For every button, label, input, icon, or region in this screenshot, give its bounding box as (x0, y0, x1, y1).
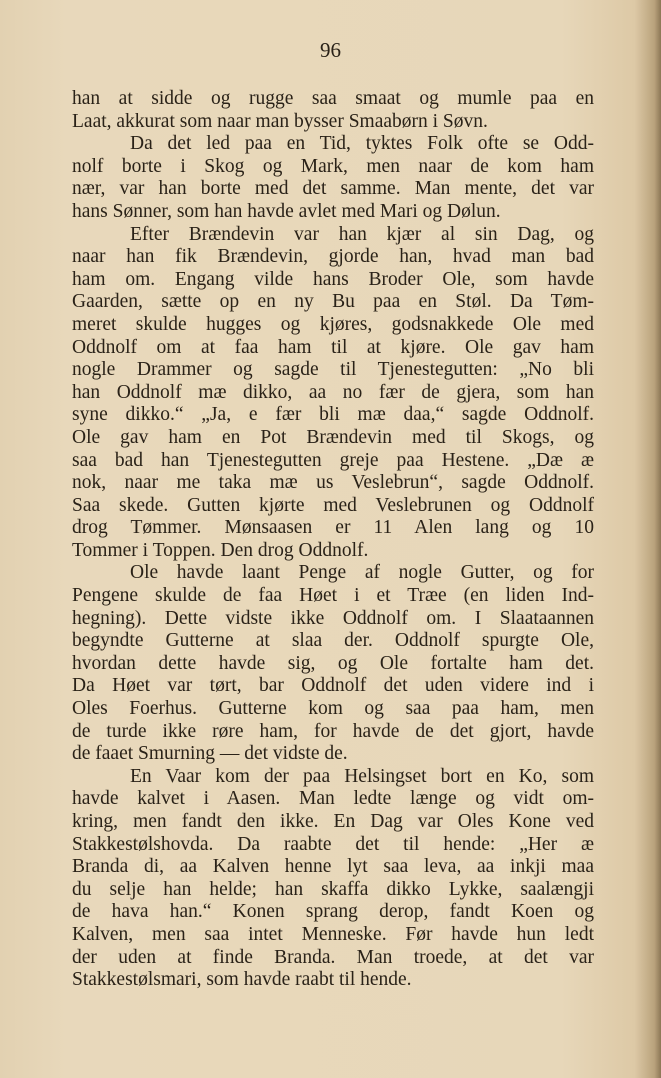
text-line: han at sidde og rugge saa smaat og mumle paa en (72, 88, 594, 109)
text-line: Da det led paa en Tid, tyktes Folk ofte se Odd- (130, 133, 594, 155)
text-line: nolf borte i Skog og Mark, men naar de kom ham (72, 155, 594, 177)
text-line: han Oddnolf mæ dikko, aa no fær de gjera, som han (72, 381, 594, 403)
text-line: nogle Drammer og sagde til Tjenestegutten: „No bli (72, 359, 594, 381)
text-line: nok, naar me taka mæ us Veslebrun“, sagde Oddnolf. (72, 472, 594, 494)
text-line: hans Sønner, som han havde avlet med Mari og Dølun. (72, 200, 501, 222)
text-line: hegning). Dette vidste ikke Oddnolf om. I Slaataannen (72, 607, 594, 629)
text-line: Pengene skulde de faa Høet i et Træe (en liden Ind- (72, 585, 594, 607)
text-line: naar han fik Brændevin, gjorde han, hvad man bad (72, 246, 594, 268)
text-line: begyndte Gutterne at slaa der. Oddnolf spurgte Ole, (72, 630, 594, 652)
text-line: Gaarden, sætte op en ny Bu paa en Støl. Da Tøm- (72, 291, 594, 313)
text-line: Kalven, men saa intet Menneske. Før havde hun ledt (72, 923, 594, 945)
text-line: du selje han helde; han skaffa dikko Lykke, saalængji (72, 878, 594, 900)
text-line: meret skulde hugges og kjøres, godsnakkede Ole med (72, 313, 594, 335)
text-line: drog Tømmer. Mønsaasen er 11 Alen lang og 10 (72, 517, 594, 539)
text-line: de hava han.“ Konen sprang derop, fandt Koen og (72, 901, 594, 923)
text-line: Tommer i Toppen. Den drog Oddnolf. (72, 539, 369, 561)
text-line: havde kalvet i Aasen. Man ledte længe og vidt om- (72, 788, 594, 810)
text-line: de faaet Smurning — det vidste de. (72, 743, 348, 765)
text-line: hvordan dette havde sig, og Ole fortalte ham det. (72, 652, 594, 674)
text-line: Da Høet var tørt, bar Oddnolf det uden videre ind i (72, 675, 594, 697)
text-line: kring, men fandt den ikke. En Dag var Oles Kone ved (72, 811, 594, 832)
text-line: nær, var han borte med det samme. Man mente, det var (72, 178, 594, 200)
page-number: 96 (320, 38, 341, 62)
body-text (72, 88, 594, 992)
text-line: syne dikko.“ „Ja, e fær bli mæ daa,“ sagde Oddnolf. (72, 404, 594, 426)
text-line: Ole gav ham en Pot Brændevin med til Skogs, og (72, 426, 594, 448)
text-line: Stakkestølsmari, som havde raabt til hende. (72, 969, 412, 991)
text-line: ham om. Engang vilde hans Broder Ole, som havde (72, 268, 594, 290)
text-line: Branda di, aa Kalven henne lyt saa leva, aa inkji maa (72, 856, 594, 878)
text-line: der uden at finde Branda. Man troede, at det var (72, 946, 594, 968)
text-line: Ole havde laant Penge af nogle Gutter, og for (130, 562, 594, 584)
text-line: Saa skede. Gutten kjørte med Veslebrunen og Oddnolf (72, 494, 594, 516)
text-line: Oddnolf om at faa ham til at kjøre. Ole gav ham (72, 336, 594, 358)
text-line: Stakkestølshovda. Da raabte det til hende: „Her æ (72, 833, 594, 855)
text-line: Efter Brændevin var han kjær al sin Dag, og (130, 223, 594, 245)
text-line: Laat, akkurat som naar man bysser Smaabørn i Søvn. (72, 110, 488, 132)
text-line: saa bad han Tjenestegutten greje paa Hestene. „Dæ æ (72, 449, 594, 471)
text-line: Oles Foerhus. Gutterne kom og saa paa ham, men (72, 698, 594, 720)
text-line: En Vaar kom der paa Helsingset bort en Ko, som (130, 765, 594, 787)
text-line: de turde ikke røre ham, for havde de det gjort, havde (72, 720, 594, 742)
